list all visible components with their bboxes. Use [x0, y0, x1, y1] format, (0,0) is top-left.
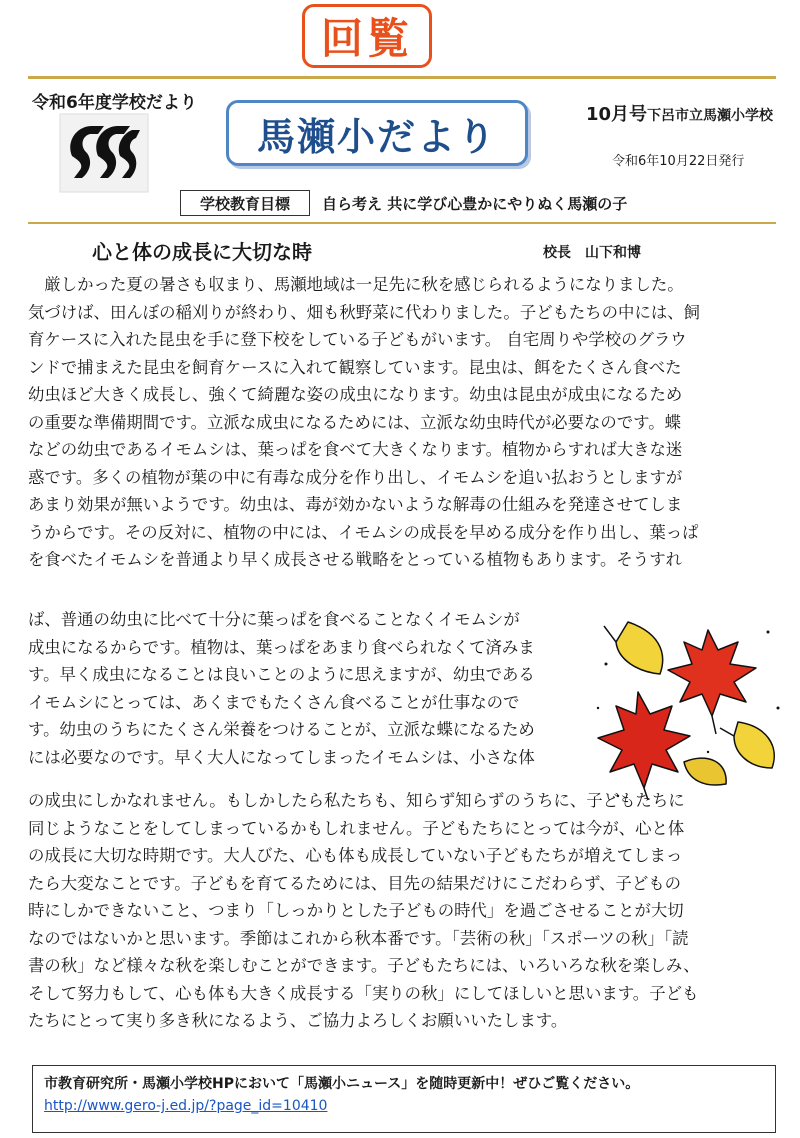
body-line: の成長に大切な時期です。大人びた、心も体も成長していない子どもたちが増えてしまっ	[28, 846, 683, 865]
body-line: 惑です。多くの植物が葉の中に有毒な成分を作り出し、イモムシを追い払おうとしますが	[28, 467, 683, 487]
header-rule-bottom	[28, 222, 776, 224]
article-body-top	[28, 271, 778, 574]
body-line: 幼虫ほど大きく成長し、強くて綺麗な姿の成虫になります。幼虫は昆虫が成虫になるため	[28, 385, 683, 404]
body-line: そして努力もして、心も体も大きく成長する「実りの秋」にしてほしいと思います。子ども	[28, 983, 699, 1003]
notice-text: 市教育研究所・馬瀬小学校HPにおいて「馬瀬小ニュース」を随時更新中！ぜひご覧ください。	[44, 1076, 640, 1092]
body-line: の重要な準備期間です。立派な成虫になるためには、立派な幼虫時代が必要なのです。蝶	[28, 412, 681, 432]
autumn-leaves-illustration	[588, 612, 788, 802]
body-line: 厳しかった夏の暑さも収まり、馬瀬地域は一足先に秋を感じられるようになりました。	[28, 275, 684, 294]
body-line: イモムシにとっては、あくまでもたくさん食べることが仕事なので	[28, 692, 520, 712]
body-line: 同じようなことをしてしまっているかもしれません。子どもたちにとっては今が、心と体	[28, 818, 685, 838]
body-line: 時にしかできないこと、つまり「しっかりとした子どもの時代」を過ごさせることが大切	[28, 901, 684, 920]
header-rule-top	[28, 76, 776, 79]
body-line: の成虫にしかなれません。もしかしたら私たちも、知らず知らずのうちに、子どもたちに	[28, 791, 685, 810]
body-line: たら大変なことです。子どもを育てるためには、目先の結果だけにこだわらず、子どもの	[28, 873, 681, 893]
newsletter-title: 馬瀬小だより	[226, 100, 528, 166]
issue-date: 令和6年10月22日発行	[612, 154, 745, 169]
body-line: などの幼虫であるイモムシは、葉っぱを食べて大きくなります。植物からすれば大きな迷	[28, 440, 683, 459]
body-line: 成虫になるからです。植物は、葉っぱをあまり食べられなくて済みま	[28, 637, 535, 657]
school-emblem	[58, 112, 150, 194]
school-name: 下呂市立馬瀬小学校	[647, 108, 774, 124]
kairan-stamp: 回覧	[302, 4, 432, 68]
article-body-bottom	[28, 787, 778, 1035]
body-line: には必要なのです。早く大人になってしまったイモムシは、小さな体	[28, 747, 535, 767]
issue-number: 10月号	[586, 104, 648, 125]
body-line: 気づけば、田んぼの稲刈りが終わり、畑も秋野菜に代わりました。子どもたちの中には、飼	[28, 302, 701, 322]
goal-text: 自ら考え 共に学び心豊かにやりぬく馬瀬の子	[322, 195, 628, 213]
school-homepage-link[interactable]: http://www.gero-j.ed.jp/?page_id=10410	[44, 1098, 328, 1114]
goal-label: 学校教育目標	[180, 190, 310, 216]
article-body-wrapped	[28, 606, 588, 771]
body-line: あまり効果が無いようです。幼虫は、毒が効かないような解毒の仕組みを発達させてしま	[28, 495, 683, 514]
body-line: す。幼虫のうちにたくさん栄養をつけることが、立派な蝶になるため	[28, 720, 535, 739]
body-line: たちにとって実り多き秋になるよう、ご協力よろしくお願いいたします。	[28, 1011, 568, 1030]
body-line: 育ケースに入れた昆虫を手に登下校をしている子どもがいます。 自宅周りや学校のグラウ	[28, 330, 687, 349]
body-line: す。早く成虫になることは良いことのように思えますが、幼虫である	[28, 665, 535, 684]
body-line: ば、普通の幼虫に比べて十分に葉っぱを食べることなくイモムシが	[28, 610, 520, 629]
body-line: を食べたイモムシを普通より早く成長させる戦略をとっている植物もあります。そうすれ	[28, 550, 682, 569]
body-line: ンドで捕まえた昆虫を飼育ケースに入れて観察しています。昆虫は、餌をたくさん食べた	[28, 357, 682, 377]
article-heading: 心と体の成長に大切な時	[92, 240, 312, 264]
body-line: うからです。その反対に、植物の中には、イモムシの成長を早める成分を作り出し、葉っぱ	[28, 522, 699, 542]
series-label: 令和6年度学校だより	[32, 93, 197, 113]
body-line: なのではないかと思います。季節はこれから秋本番です。「芸術の秋」「スポーツの秋」「読	[28, 928, 689, 948]
body-line: 書の秋」など様々な秋を楽しむことができます。子どもたちには、いろいろな秋を楽しみ、	[28, 956, 700, 975]
article-byline: 校長 山下和博	[543, 245, 641, 261]
issue-label	[586, 100, 773, 126]
